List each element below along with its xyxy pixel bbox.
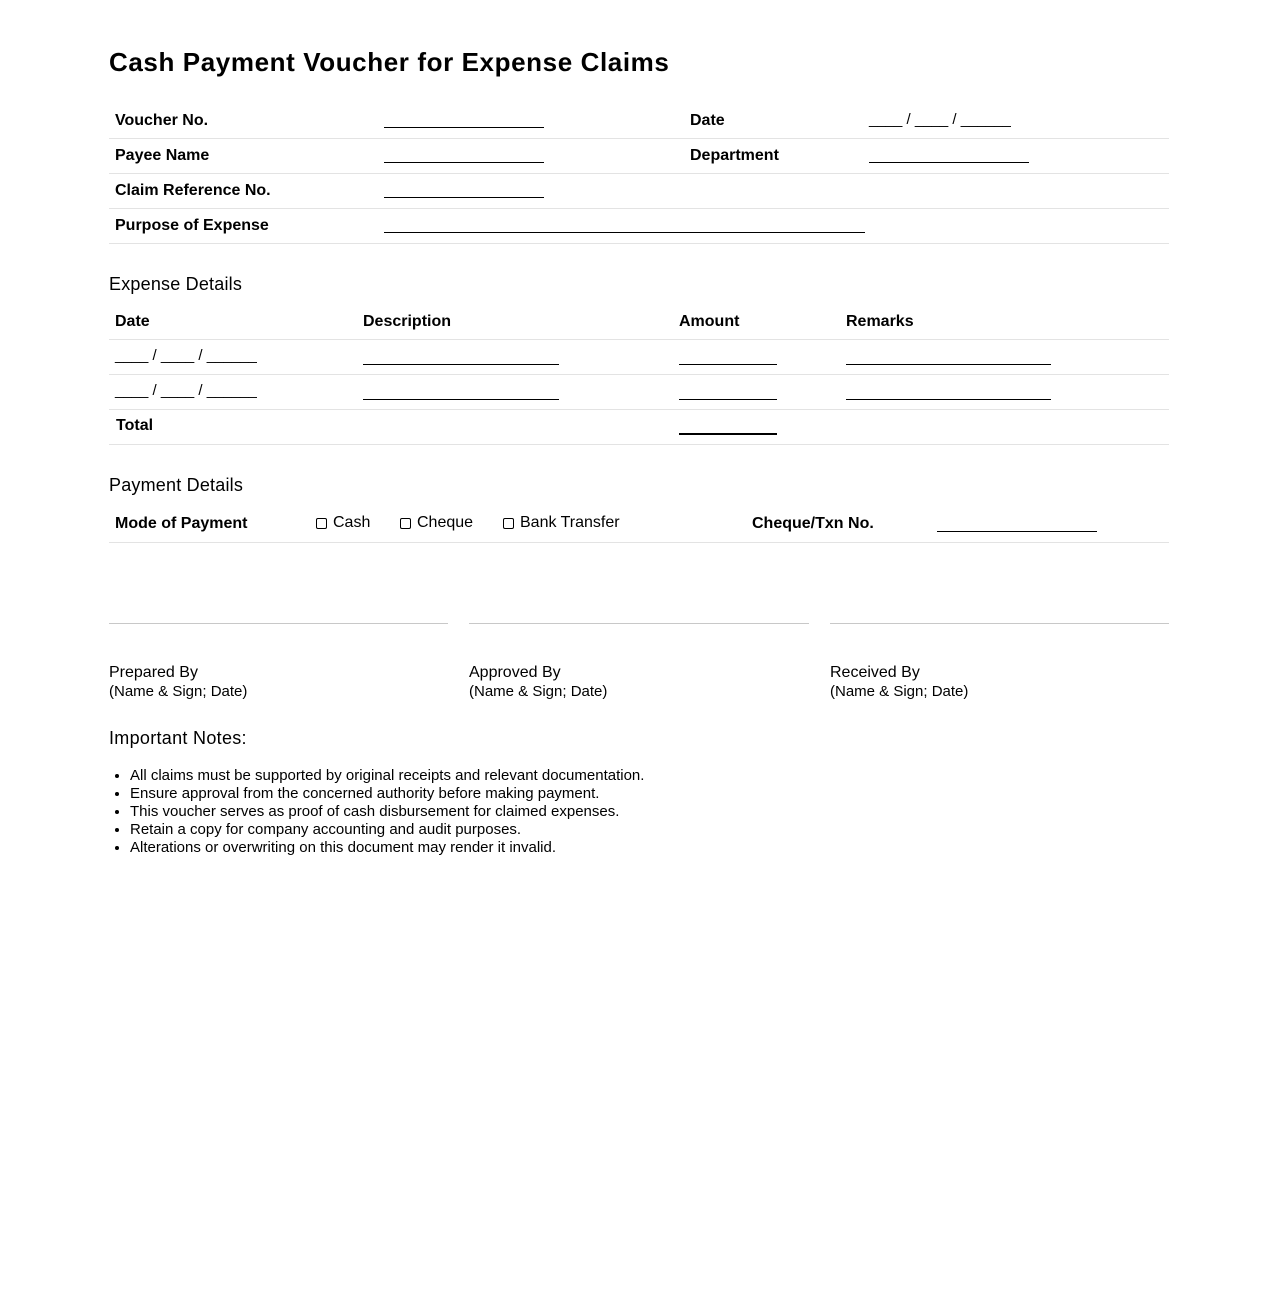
approved-by-sublabel: (Name & Sign; Date) bbox=[469, 683, 608, 700]
voucher-no-label: Voucher No. bbox=[115, 112, 209, 129]
expense-amount-field[interactable] bbox=[679, 399, 777, 400]
checkbox-icon[interactable] bbox=[503, 518, 514, 529]
payment-option-cash[interactable] bbox=[316, 514, 370, 532]
note-item: • Retain a copy for company accounting and audit purposes. bbox=[130, 821, 644, 839]
claim-ref-field[interactable] bbox=[384, 197, 544, 198]
received-by-block bbox=[830, 664, 968, 700]
expense-date-field[interactable]: ____ / ____ / ______ bbox=[115, 347, 257, 364]
payment-option-label: Bank Transfer bbox=[520, 514, 620, 531]
important-notes-list bbox=[109, 767, 644, 857]
note-item: • Alterations or overwriting on this document may render it invalid. bbox=[130, 839, 644, 857]
expense-date-field[interactable]: ____ / ____ / ______ bbox=[115, 382, 257, 399]
cheque-txn-field[interactable] bbox=[937, 531, 1097, 532]
date-label: Date bbox=[690, 112, 725, 129]
department-field[interactable] bbox=[869, 162, 1029, 163]
approved-by-block bbox=[469, 664, 607, 700]
note-item: • All claims must be supported by original receipts and relevant documentation. bbox=[130, 767, 644, 785]
expense-description-field[interactable] bbox=[363, 399, 559, 400]
expense-amount-field[interactable] bbox=[679, 364, 777, 365]
col-remarks-header: Remarks bbox=[846, 313, 914, 330]
payment-details-title: Payment Details bbox=[109, 475, 244, 495]
expense-row bbox=[109, 340, 1169, 375]
claim-ref-row bbox=[109, 174, 1169, 209]
payee-name-label: Payee Name bbox=[115, 147, 210, 164]
prepared-by-signature-line[interactable] bbox=[109, 623, 448, 624]
expense-remarks-field[interactable] bbox=[846, 399, 1051, 400]
checkbox-icon[interactable] bbox=[316, 518, 327, 529]
voucher-date-row bbox=[109, 104, 1169, 139]
note-item: • Ensure approval from the concerned authority before making payment. bbox=[130, 785, 644, 803]
page-title: Cash Payment Voucher for Expense Claims bbox=[109, 47, 670, 77]
expense-remarks-field[interactable] bbox=[846, 364, 1051, 365]
expense-total-row bbox=[109, 410, 1169, 445]
purpose-field[interactable] bbox=[384, 232, 865, 233]
total-amount-field[interactable] bbox=[679, 433, 777, 435]
payment-option-label: Cash bbox=[333, 514, 371, 531]
col-date-header: Date bbox=[115, 313, 150, 330]
expense-row bbox=[109, 375, 1169, 410]
checkbox-icon[interactable] bbox=[400, 518, 411, 529]
approved-by-label: Approved By bbox=[469, 664, 561, 681]
claim-ref-label: Claim Reference No. bbox=[115, 182, 271, 199]
col-amount-header: Amount bbox=[679, 313, 740, 330]
purpose-label: Purpose of Expense bbox=[115, 217, 269, 234]
received-by-signature-line[interactable] bbox=[830, 623, 1169, 624]
note-item: • This voucher serves as proof of cash disbursement for claimed expenses. bbox=[130, 803, 644, 821]
date-field[interactable]: ____ / ____ / ______ bbox=[869, 111, 1011, 128]
col-description-header: Description bbox=[363, 313, 452, 330]
purpose-row bbox=[109, 209, 1169, 244]
important-notes-title: Important Notes: bbox=[109, 728, 247, 748]
payee-name-field[interactable] bbox=[384, 162, 544, 163]
expense-details-title: Expense Details bbox=[109, 274, 243, 294]
received-by-sublabel: (Name & Sign; Date) bbox=[830, 683, 969, 700]
payee-department-row bbox=[109, 139, 1169, 174]
mode-of-payment-label: Mode of Payment bbox=[115, 515, 248, 532]
received-by-label: Received By bbox=[830, 664, 920, 681]
voucher-no-field[interactable] bbox=[384, 127, 544, 128]
payment-option-cheque[interactable] bbox=[400, 514, 473, 532]
department-label: Department bbox=[690, 147, 779, 164]
payment-option-bank-transfer[interactable] bbox=[503, 514, 620, 532]
expense-header-row bbox=[109, 305, 1169, 340]
payment-option-label: Cheque bbox=[417, 514, 474, 531]
payment-mode-row bbox=[109, 508, 1169, 543]
total-label: Total bbox=[116, 417, 154, 434]
prepared-by-sublabel: (Name & Sign; Date) bbox=[109, 683, 248, 700]
cheque-txn-label: Cheque/Txn No. bbox=[752, 515, 874, 532]
expense-description-field[interactable] bbox=[363, 364, 559, 365]
prepared-by-block bbox=[109, 664, 247, 700]
prepared-by-label: Prepared By bbox=[109, 664, 198, 681]
approved-by-signature-line[interactable] bbox=[469, 623, 809, 624]
